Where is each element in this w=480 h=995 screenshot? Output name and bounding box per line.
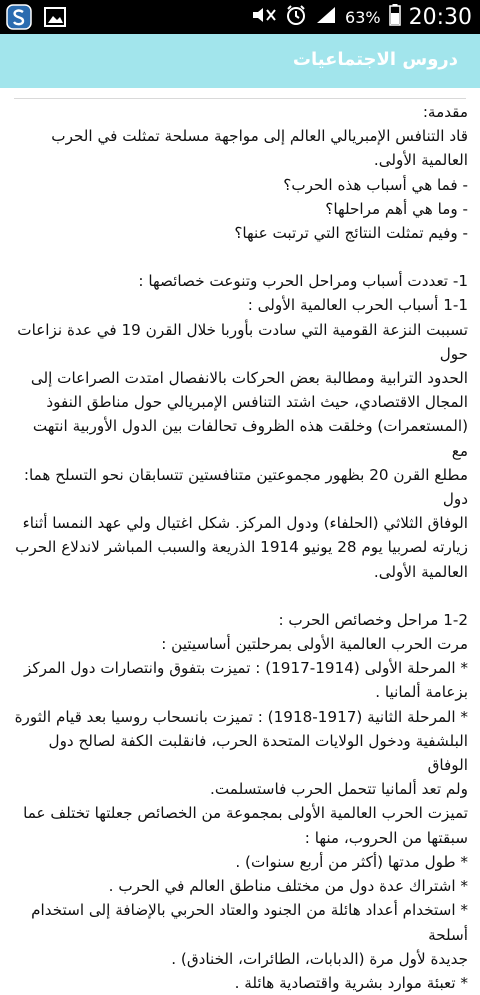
text-line: * المرحلة الأولى (1914-1917) : تميزت بتفوق وانتصارات دول المركز [23,659,468,678]
text-line: جديدة لأول مرة (الدبابات، الطائرات، الخنادق) . [171,949,468,968]
text-line: بزعامة ألمانيا . [375,683,468,702]
text-line: 1-2 مراحل وخصائص الحرب : [278,610,468,629]
mute-icon [251,5,277,29]
text-line: الوفاق الثلاثي (الحلفاء) ودول المركز. شكل اغتيال ولي عهد النمسا أثناء [22,514,468,533]
text-line: مطلع القرن 20 بظهور مجموعتين متنافستين تتسابقان نحو التسلح هما: دول [23,465,468,509]
text-line: المجال الاقتصادي، حيث اشتد التنافس الإمبريالي حول مناطق النفوذ [46,393,468,412]
text-line: العالمية الأولى. [373,151,468,170]
text-line: تميزت الحرب العالمية الأولى بمجموعة من الخصائص جعلتها تختلف عما [23,804,468,823]
signal-icon [315,5,337,29]
text-line: 1- تعددت أسباب ومراحل الحرب وتنوعت خصائصها : [138,272,468,291]
text-line: * اشتراك عدة دول من مختلف مناطق العالم في الحرب . [108,877,468,896]
text-line: قاد التنافس الإمبريالي العالم إلى مواجهة مسلحة تمثلت في الحرب [51,127,468,146]
text-line: تسببت النزعة القومية التي سادت بأوربا خلال القرن 19 في عدة نزاعات حول [17,320,468,363]
text-line: ولم تعد ألمانيا تتحمل الحرب فاستسلمت. [210,780,468,799]
text-line: * استخدام أعداد هائلة من الجنود والعتاد الحربي بالإضافة إلى استخدام أسلحة [31,901,468,944]
alarm-icon [285,4,307,30]
text-line: (المستعمرات) وخلقت هذه الظروف تحالفات بين الدول الأوربية انتهت مع [32,417,468,460]
lesson-content [12,100,468,995]
text-line: - وفيم تمثلت النتائج التي ترتبت عنها؟ [234,224,468,243]
text-line: زيارته لصربيا يوم 28 يونيو 1914 الذريعة والسبب المباشر لاندلاع الحرب [15,538,468,557]
text-line: * تعبئة موارد بشرية واقتصادية هائلة . [234,973,468,992]
text-line: مقدمة: [422,103,468,121]
text-line: 1-1 أسباب الحرب العالمية الأولى : [247,296,468,315]
app-logo-icon [6,4,32,30]
battery-percent: 63% [345,7,381,27]
text-line: سبقتها من الحروب، منها : [304,828,468,847]
text-line: الحدود الترابية ومطالبة بعض الحركات بالانفصال امتدت الصراعات إلى [30,369,468,388]
battery-icon [389,4,401,30]
text-line: البلشفية ودخول الولايات المتحدة الحرب، فانقلبت الكفة لصالح دول الوفاق [48,731,468,775]
text-line: - وما هي أهم مراحلها؟ [325,199,468,218]
status-bar [0,0,480,34]
text-line: العالمية الأولى. [373,562,468,581]
text-line: * طول مدتها (أكثر من أربع سنوات) . [235,852,468,871]
text-line: - فما هي أسباب هذه الحرب؟ [283,175,468,194]
divider [14,98,466,99]
gallery-icon [42,4,68,30]
paragraph-gap [12,584,468,608]
text-line: مرت الحرب العالمية الأولى بمرحلتين أساسيتين : [161,635,468,654]
app-bar [0,34,480,88]
text-line: * المرحلة الثانية (1917-1918) : تميزت بانسحاب روسيا بعد قيام الثورة [14,707,468,726]
clock: 20:30 [408,4,472,30]
page-title: دروس الاجتماعيات [292,49,458,70]
paragraph-gap [12,245,468,269]
